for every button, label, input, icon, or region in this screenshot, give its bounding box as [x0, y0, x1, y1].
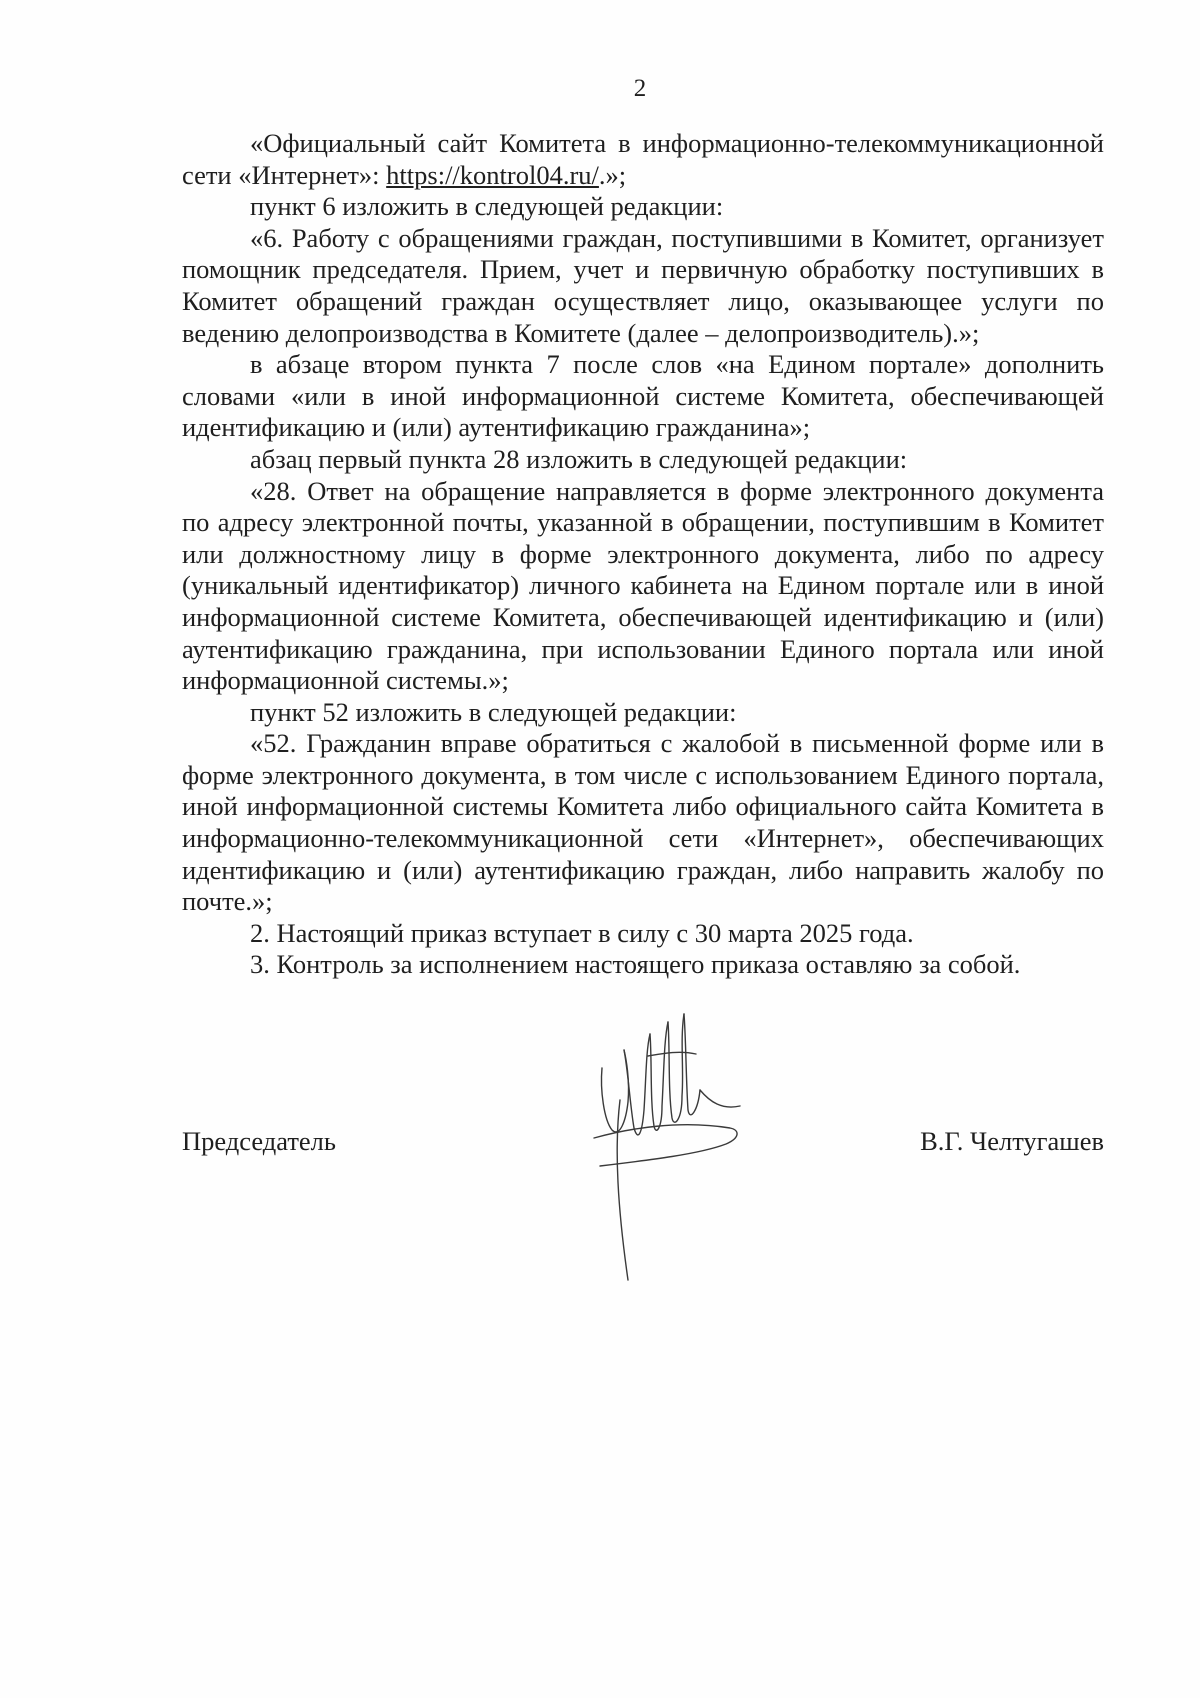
paragraph-text: «6. Работу с обращениями граждан, поступившими в Комитет, организует помощник председателя. Прием, учет и первичную обработку поступивших в Комитет обращений граждан осуществляет лицо, оказывающее услуги по ведению делопроизводства в Комитете (далее – делопроизводитель).»; — [182, 222, 1104, 348]
paragraph — [182, 697, 1104, 729]
paragraph — [182, 444, 1104, 476]
paragraph — [182, 223, 1104, 349]
paragraph-text: «52. Гражданин вправе обратиться с жалобой в письменной форме или в форме электронного документа, в том числе с использованием Единого портала, иной информационной системы Комитета либо официального сайта Комитета в информационно-телекоммуникационной сети «Интернет», обеспечивающих идентификацию и (или) аутентификацию граждан, либо направить жалобу по почте.»; — [182, 728, 1104, 917]
paragraph — [182, 128, 1104, 191]
paragraph — [182, 918, 1104, 950]
paragraph — [182, 191, 1104, 223]
signature-block — [182, 1125, 1104, 1165]
paragraph — [182, 476, 1104, 697]
paragraph-text: 3. Контроль за исполнением настоящего приказа оставляю за собой. — [250, 949, 1021, 980]
paragraph-text: абзац первый пункта 28 изложить в следующей редакции: — [250, 443, 908, 474]
paragraph — [182, 949, 1104, 981]
paragraph-text: «Официальный сайт Комитета в информационно-телекоммуникационной сети «Интернет»: — [182, 128, 1104, 190]
paragraph-text: пункт 52 изложить в следующей редакции: — [250, 696, 737, 727]
paragraph-text: в абзаце втором пункта 7 после слов «на Едином портале» дополнить словами «или в иной информационной системе Комитета, обеспечивающей идентификацию и (или) аутентификацию гражданина»; — [182, 349, 1104, 443]
signatory-title: Председатель — [182, 1126, 336, 1156]
page-number: 2 — [633, 75, 647, 102]
paragraph-text: .»; — [598, 159, 627, 190]
signatory-name: В.Г. Челтугашев — [920, 1126, 1104, 1156]
paragraph-text: «28. Ответ на обращение направляется в форме электронного документа по адресу электронной почты, указанной в обращении, поступившим в Комитет или должностному лицу в форме электронного документа, либо по адресу (уникальный идентификатор) личного кабинета на Едином портале или в иной информационной системе Комитета, обеспечивающей идентификацию и (или) аутентификацию гражданина, при использовании Единого портала или иной информационной системы.»; — [182, 475, 1104, 696]
document-body — [182, 128, 1104, 981]
paragraph — [182, 728, 1104, 918]
paragraph — [182, 349, 1104, 444]
paragraph-text: 2. Настоящий приказ вступает в силу с 30 марта 2025 года. — [250, 917, 914, 948]
paragraph-text: пункт 6 изложить в следующей редакции: — [250, 191, 724, 222]
website-link[interactable]: https://kontrol04.ru/ — [386, 159, 599, 190]
